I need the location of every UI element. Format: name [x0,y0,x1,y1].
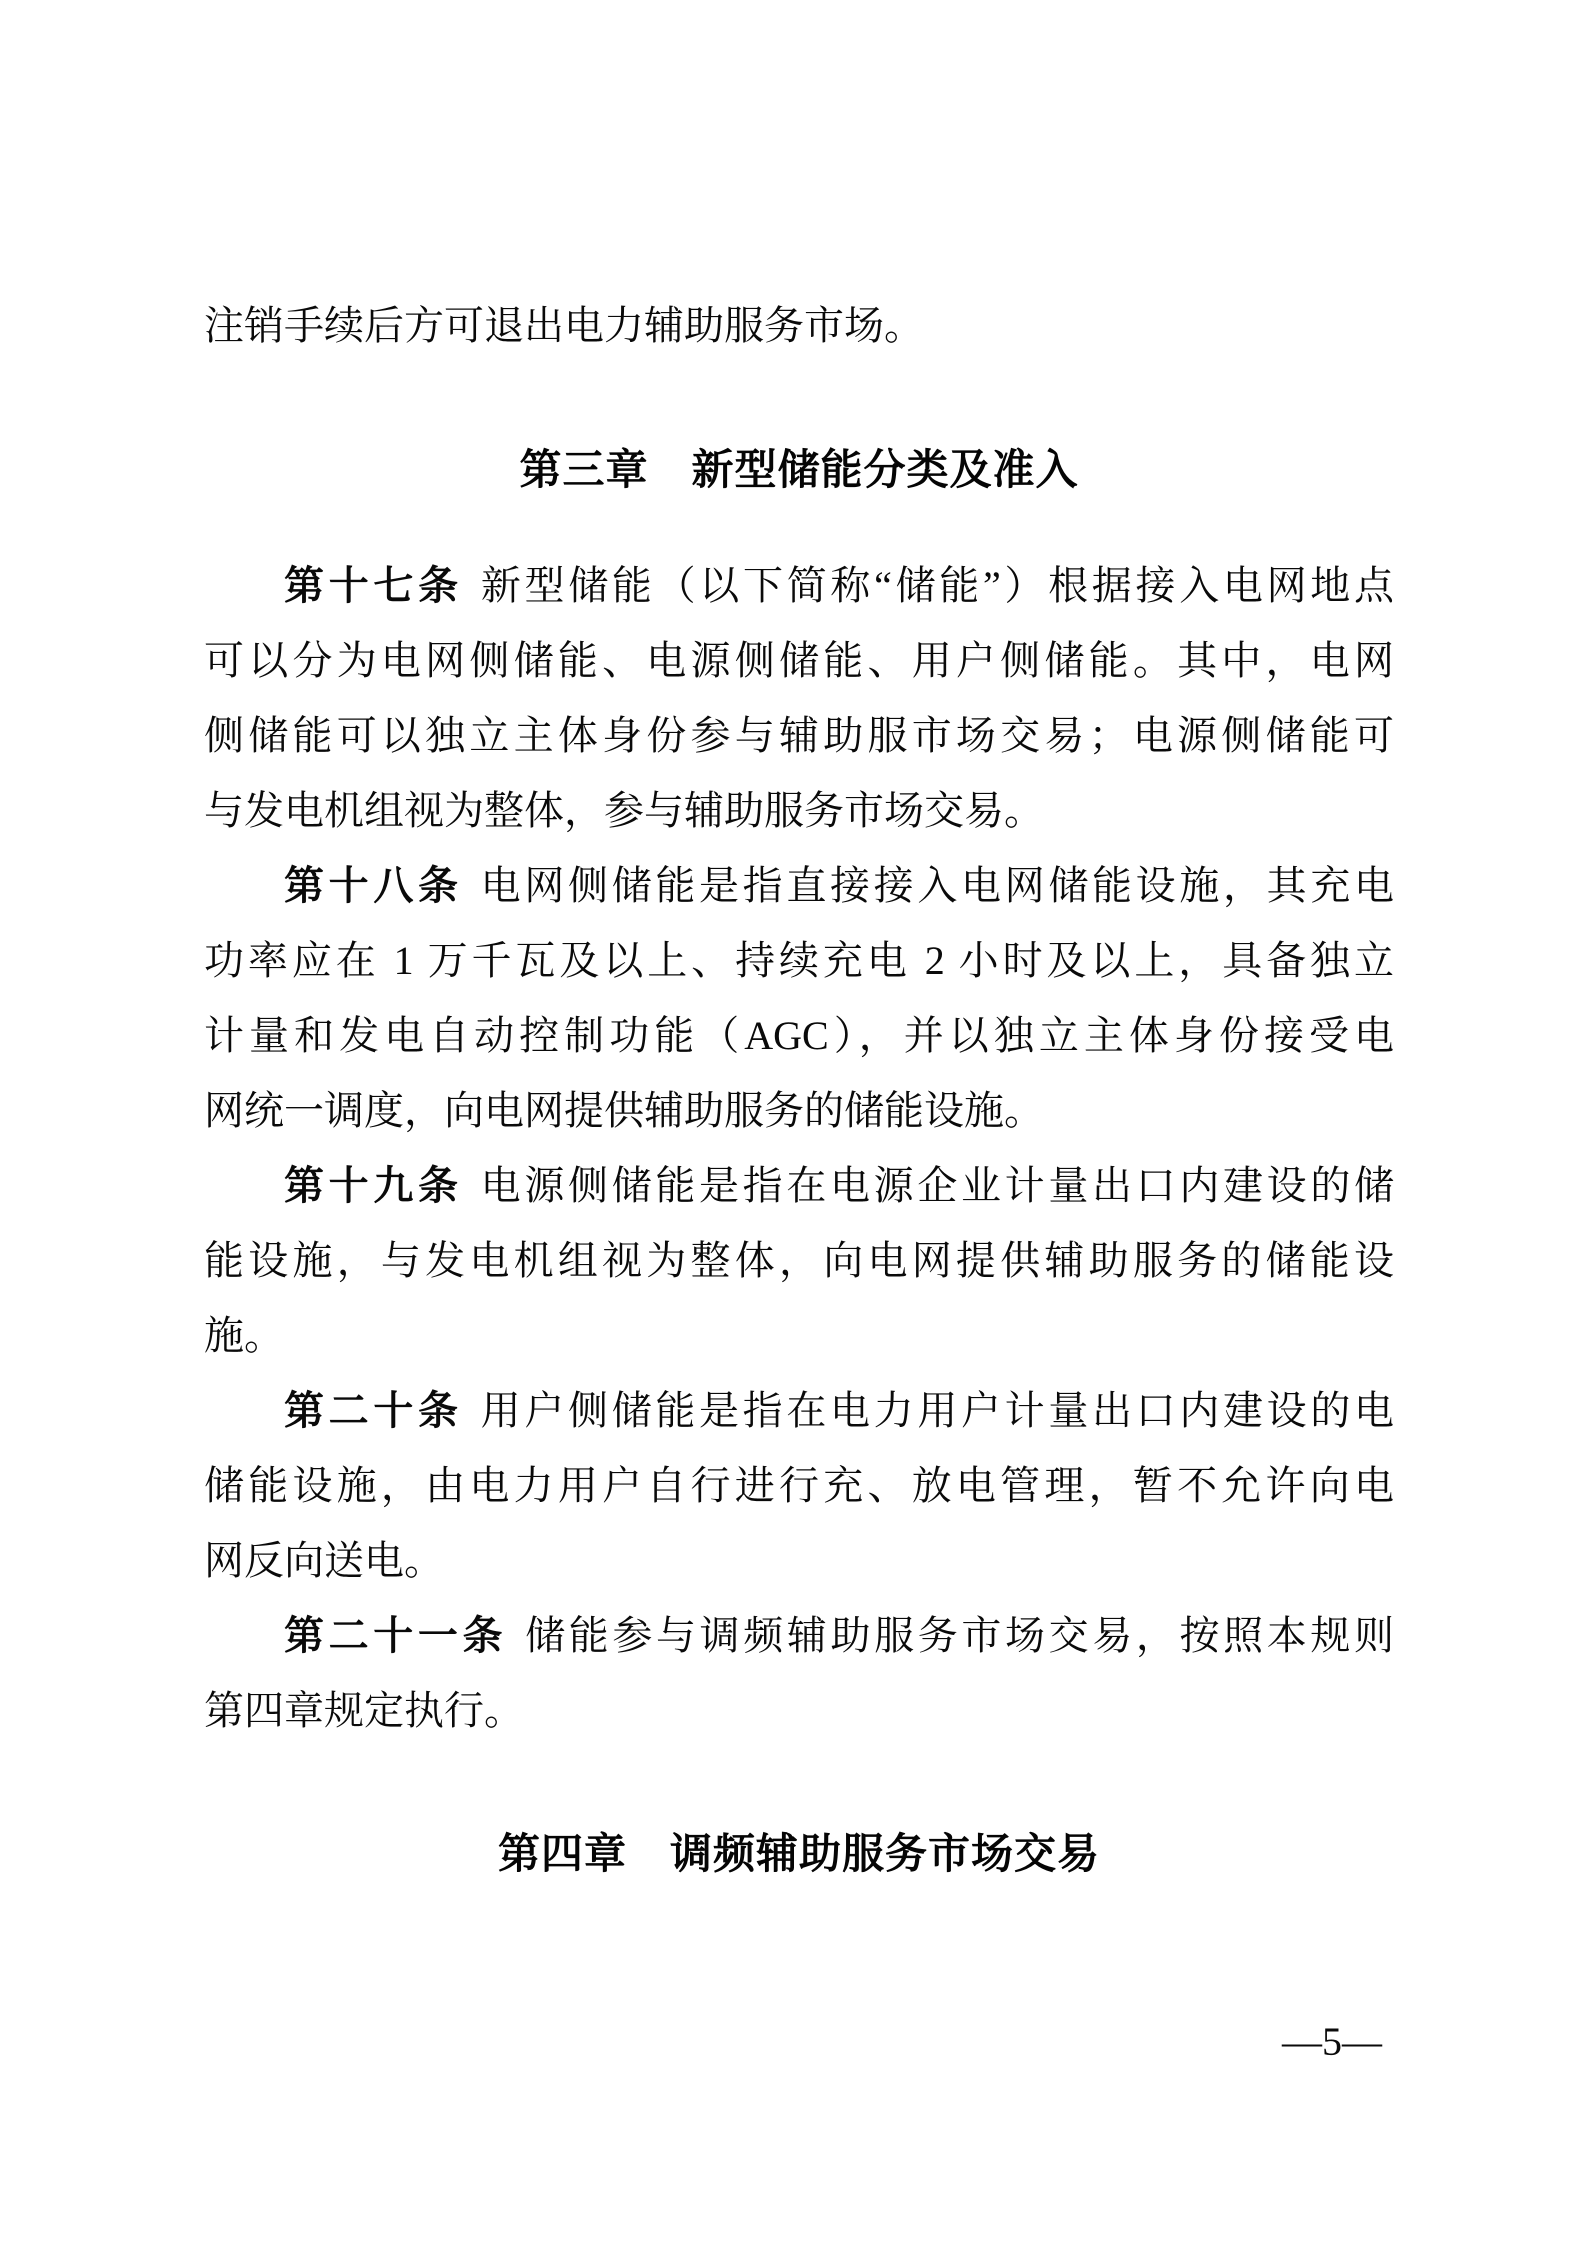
text-run: 电源侧储能是指在电源企业计量出口内建设的储 [480,1163,1395,1208]
text-line [204,548,1394,623]
text-line: 功率应在 1 万千瓦及以上、持续充电 2 小时及以上，具备独立 [204,938,1394,983]
text-line: 与发电机组视为整体，参与辅助服务市场交易。 [204,788,1044,833]
text-line: 注销手续后方可退出电力辅助服务市场。 [204,303,924,348]
article-number: 第十八条 [284,864,463,908]
text-line [204,1373,1394,1448]
text-line [204,848,1394,923]
article-18-paragraph [204,848,1394,1148]
article-17-paragraph [204,548,1394,848]
page-number: —5— [1282,2019,1382,2064]
text-line: 侧储能可以独立主体身份参与辅助服市场交易；电源侧储能可 [204,713,1394,758]
text-run: 电网侧储能是指直接接入电网储能设施，其充电 [480,863,1395,908]
article-number: 第十九条 [284,1164,463,1208]
text-line: 储能设施，由电力用户自行进行充、放电管理，暂不允许向电 [204,1463,1394,1508]
text-line: 网统一调度，向电网提供辅助服务的储能设施。 [204,1088,1044,1133]
chapter-4-heading: 第四章 调频辅助服务市场交易 [497,1830,1100,1877]
text-line [204,1148,1394,1223]
article-number: 第二十条 [284,1389,463,1433]
article-20-paragraph [204,1373,1394,1598]
article-19-paragraph [204,1148,1394,1373]
article-21-paragraph [204,1598,1394,1748]
article-number: 第十七条 [284,564,463,608]
text-run: 用户侧储能是指在电力用户计量出口内建设的电 [480,1388,1395,1433]
text-line: 可以分为电网侧储能、电源侧储能、用户侧储能。其中，电网 [204,638,1394,683]
article-number: 第二十一条 [284,1614,508,1658]
text-line: 能设施，与发电机组视为整体，向电网提供辅助服务的储能设 [204,1238,1394,1283]
text-line [204,1598,1394,1673]
chapter-3-heading: 第三章 新型储能分类及准入 [519,446,1079,493]
text-run: 储能参与调频辅助服务市场交易，按照本规则 [525,1613,1394,1658]
text-run: 新型储能（以下简称“储能”）根据接入电网地点 [480,563,1395,608]
text-line: 第四章规定执行。 [204,1688,524,1733]
text-line: 计量和发电自动控制功能（AGC），并以独立主体身份接受电 [204,1013,1394,1058]
text-line: 网反向送电。 [204,1538,444,1583]
intro-paragraph [204,288,1394,363]
text-line: 施。 [204,1313,284,1358]
